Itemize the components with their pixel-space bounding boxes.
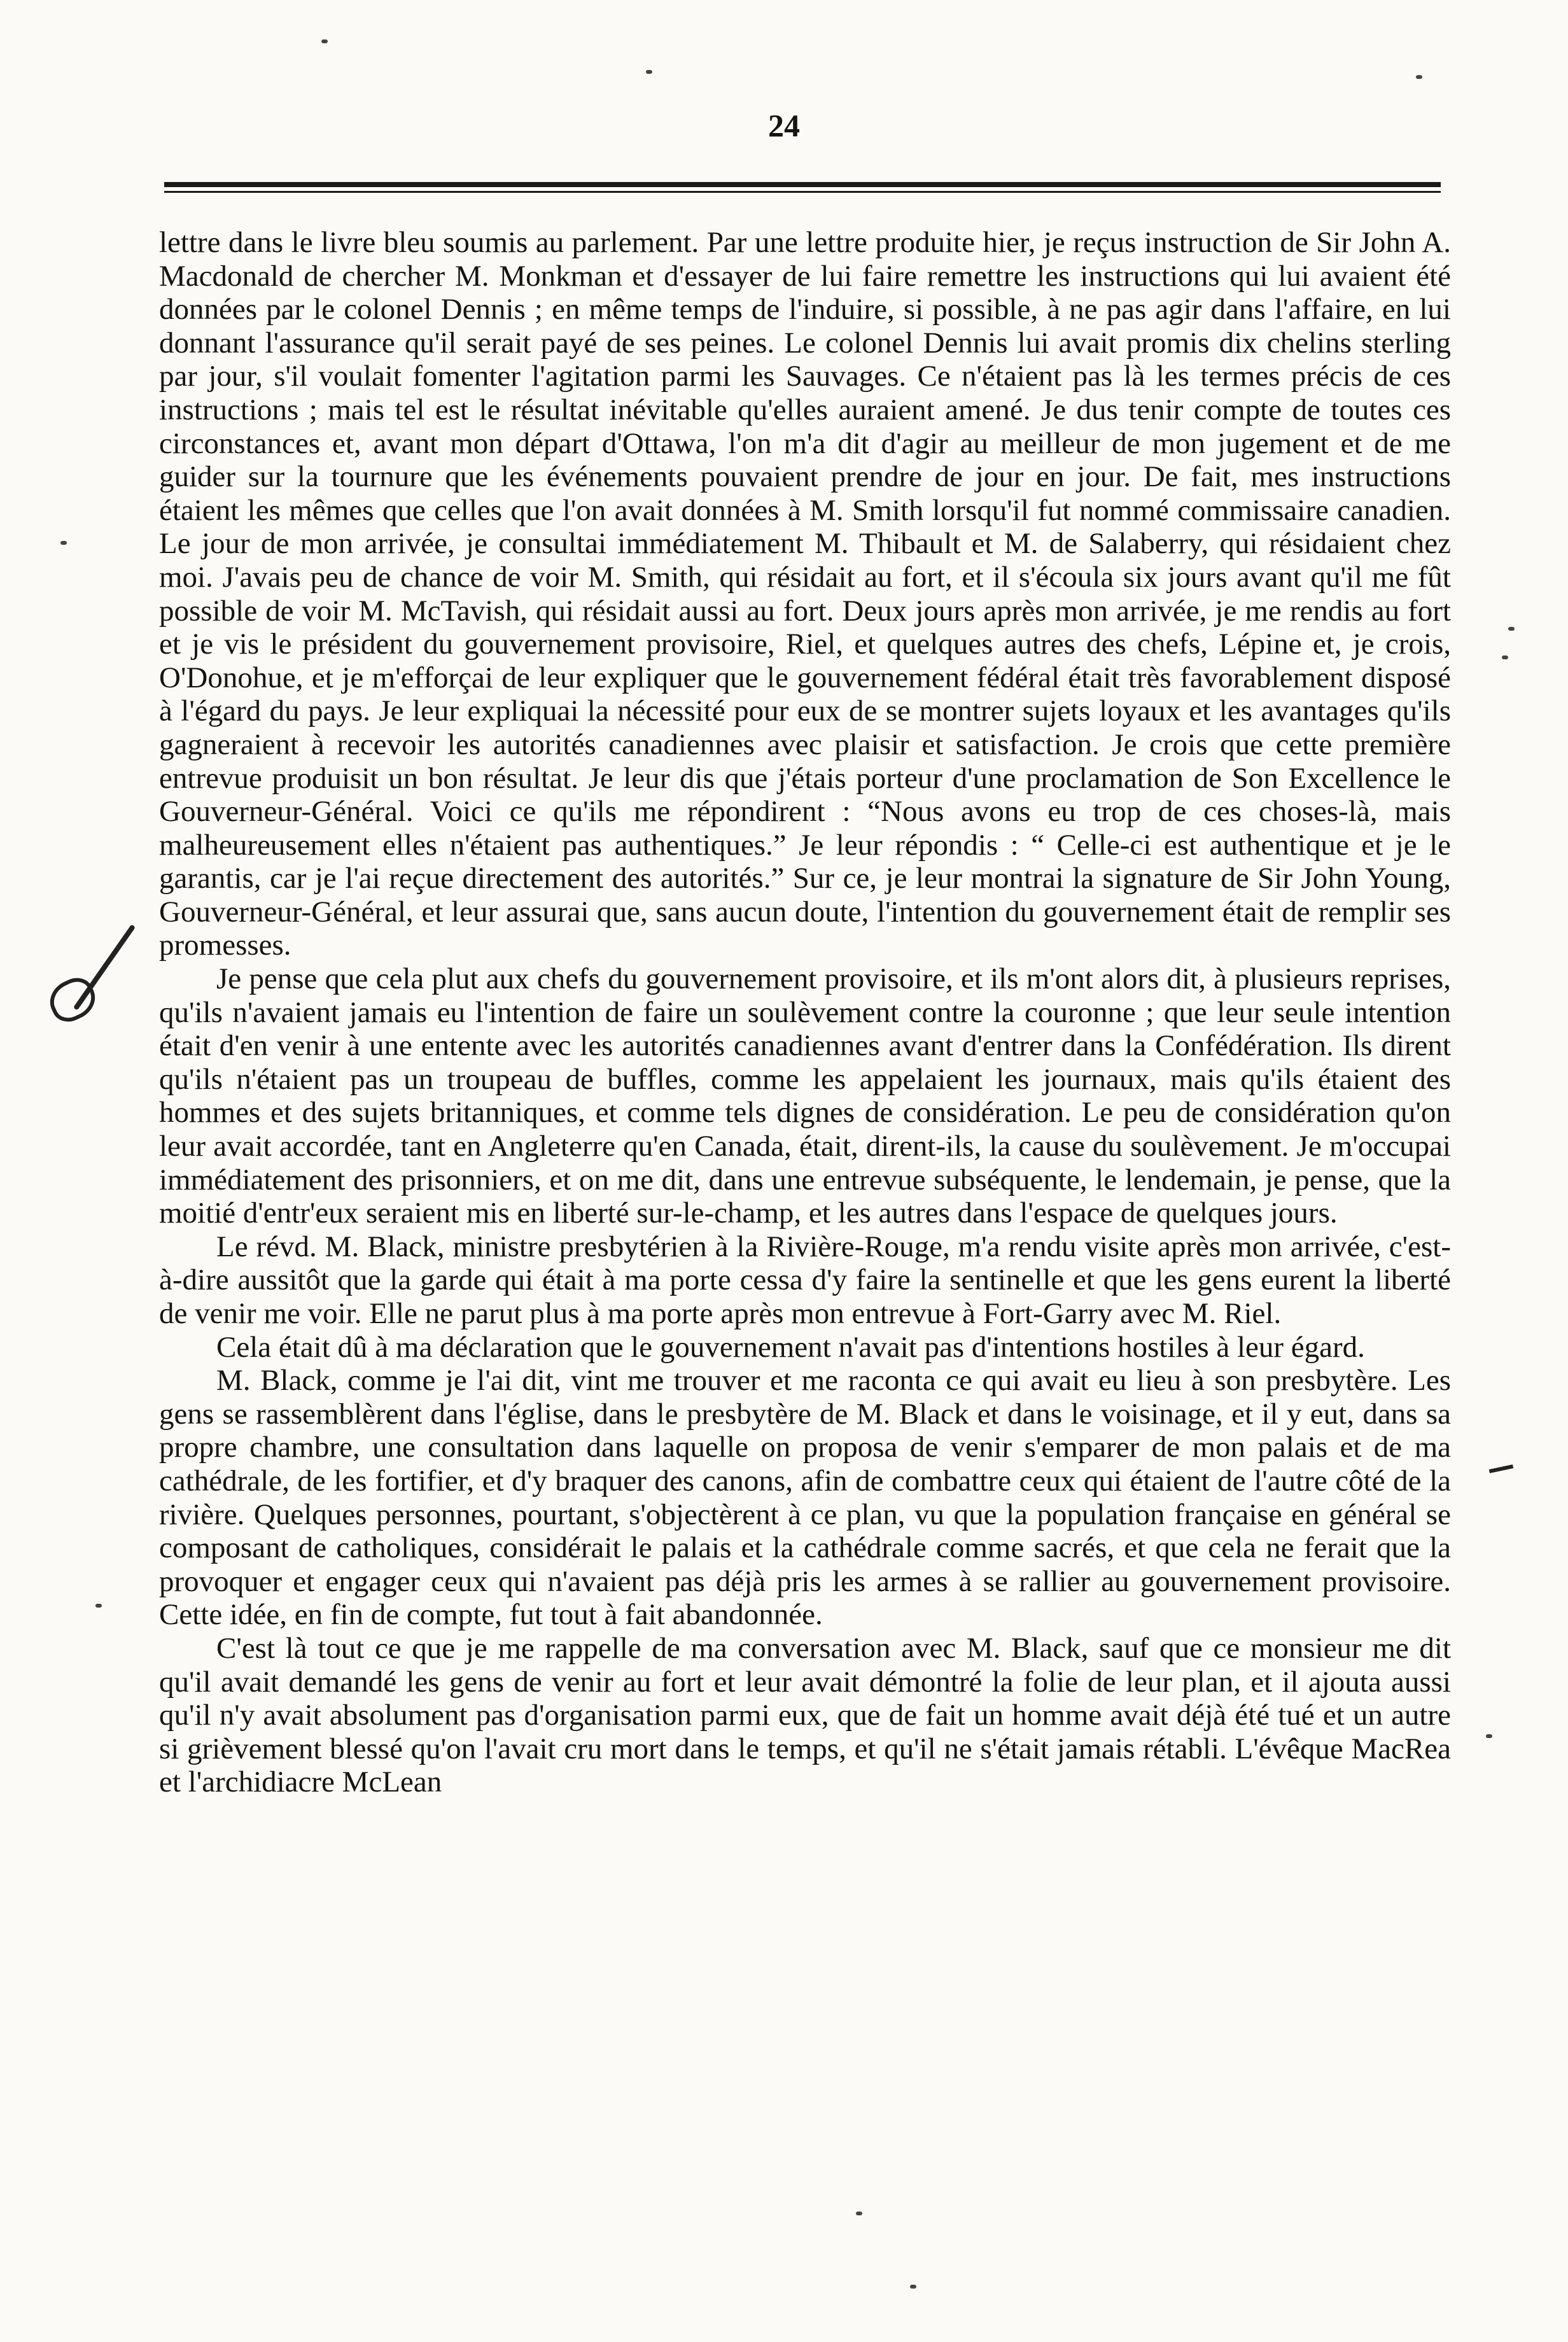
paragraph: M. Black, comme je l'ai dit, vint me trouver et me raconta ce qui avait eu lieu à son presbytère. Les gens se rassemblèrent dans l'église, dans le presbytère de M. Black et dans le voisinage, et il y eut, dans sa propre chambre, une consultation dans laquelle on proposa de venir s'emparer de mon palais et de ma cathédrale, de les fortifier, et d'y braquer des canons, afin de combattre ceux qui étaient de l'autre côté de la rivière. Quelques personnes, pourtant, s'objectèrent à ce plan, vu que la population française en général se composant de catholiques, considérait le palais et la cathédrale comme sacrés, et que cela ne ferait que la provoquer et engager ceux qui n'avaient pas déjà pris les armes à se rallier au gouvernement provisoire. Cette idée, en fin de compte, fut tout à fait abandonnée.	[159, 1364, 1451, 1632]
ink-speck	[321, 39, 328, 43]
paragraph: Je pense que cela plut aux chefs du gouvernement provisoire, et ils m'ont alors dit, à plusieurs reprises, qu'ils n'avaient jamais eu l'intention de faire un soulèvement contre la couronne ; que leur seule intention était d'en venir à une entente avec les autorités canadiennes avant d'entrer dans la Confédération. Ils dirent qu'ils n'étaient pas un troupeau de buffles, comme les appelaient les journaux, mais qu'ils étaient des hommes et des sujets britanniques, et comme tels dignes de considération. Le peu de considération qu'on leur avait accordée, tant en Angleterre qu'en Canada, était, dirent-ils, la cause du soulèvement. Je m'occupai immédiatement des prisonniers, et on me dit, dans une entrevue subséquente, le lendemain, je pense, que la moitié d'entr'eux seraient mis en liberté sur-le-champ, et les autres dans l'espace de quelques jours.	[159, 962, 1451, 1230]
ink-speck	[646, 70, 652, 74]
margin-dash-mark	[1489, 1464, 1513, 1473]
paragraph: Cela était dû à ma déclaration que le gouvernement n'avait pas d'intentions hostiles à leur égard.	[216, 1330, 1365, 1364]
paragraph: Le révd. M. Black, ministre presbytérien à la Rivière-Rouge, m'a rendu visite après mon arrivée, c'est-à-dire aussitôt que la garde qui était à ma porte cessa d'y faire la sentinelle et que les gens eurent la liberté de venir me voir. Elle ne parut plus à ma porte après mon entrevue à Fort-Garry avec M. Riel.	[159, 1230, 1451, 1330]
header-rule-thin	[164, 191, 1441, 193]
ink-speck	[1486, 1734, 1492, 1738]
page-number: 24	[768, 108, 800, 143]
paragraph: lettre dans le livre bleu soumis au parlement. Par une lettre produite hier, je reçus instruction de Sir John A. Macdonald de chercher M. Monkman et d'essayer de lui faire remettre les instructions qui lui avaient été données par le colonel Dennis ; en même temps de l'induire, si possible, à ne pas agir dans l'affaire, en lui donnant l'assurance qu'il serait payé de ses peines. Le colonel Dennis lui avait promis dix chelins sterling par jour, s'il voulait fomenter l'agitation parmi les Sauvages. Ce n'étaient pas là les termes précis de ces instructions ; mais tel est le résultat inévitable qu'elles auraient amené. Je dus tenir compte de toutes ces circonstances et, avant mon départ d'Ottawa, l'on m'a dit d'agir au meilleur de mon jugement et de me guider sur la tournure que les événements pouvaient prendre de jour en jour. De fait, mes instructions étaient les mêmes que celles que l'on avait données à M. Smith lorsqu'il fut nommé commissaire canadien. Le jour de mon arrivée, je consultai immédiatement M. Thibault et M. de Salaberry, qui résidaient chez moi. J'avais peu de chance de voir M. Smith, qui résidait au fort, et il s'écoula six jours avant qu'il me fût possible de voir M. McTavish, qui résidait aussi au fort. Deux jours après mon arrivée, je me rendis au fort et je vis le président du gouvernement provisoire, Riel, et quelques autres des chefs, Lépine et, je crois, O'Donohue, et je m'efforçai de leur expliquer que le gouvernement fédéral était très favorablement disposé à l'égard du pays. Je leur expliquai la nécessité pour eux de se montrer sujets loyaux et les avantages qu'ils gagneraient à recevoir les autorités canadiennes avec plaisir et satisfaction. Je crois que cette première entrevue produisit un bon résultat. Je leur dis que j'étais porteur d'une proclamation de Son Excellence le Gouverneur-Général. Voici ce qu'ils me répondirent : “Nous avons eu trop de ces choses-là, mais malheureusement elles n'étaient pas authentiques.” Je leur répondis : “ Celle-ci est authentique et je le garantis, car je l'ai reçue directement des autorités.” Sur ce, je leur montrai la signature de Sir John Young, Gouverneur-Général, et leur assurai que, sans aucun doute, l'intention du gouvernement était de remplir ses promesses.	[159, 226, 1451, 962]
ink-speck	[95, 1604, 102, 1608]
ink-speck	[60, 541, 67, 545]
ink-speck	[910, 2285, 916, 2289]
body-text	[159, 226, 1451, 1799]
paragraph: C'est là tout ce que je me rappelle de ma conversation avec M. Black, sauf que ce monsieur me dit qu'il avait demandé les gens de venir au fort et leur avait démontré la folie de leur plan, et il ajouta aussi qu'il n'y avait absolument pas d'organisation parmi eux, que de fait un homme avait déjà été tué et un autre si grièvement blessé qu'on l'avait cru mort dans le temps, et qu'il ne s'était jamais rétabli. L'évêque MacRea et l'archidiacre McLean	[159, 1631, 1451, 1799]
header-rule-thick	[164, 182, 1441, 187]
ink-speck	[856, 2212, 862, 2215]
ink-speck	[1416, 75, 1422, 79]
ink-speck	[1502, 656, 1508, 659]
ink-speck	[1508, 627, 1515, 631]
